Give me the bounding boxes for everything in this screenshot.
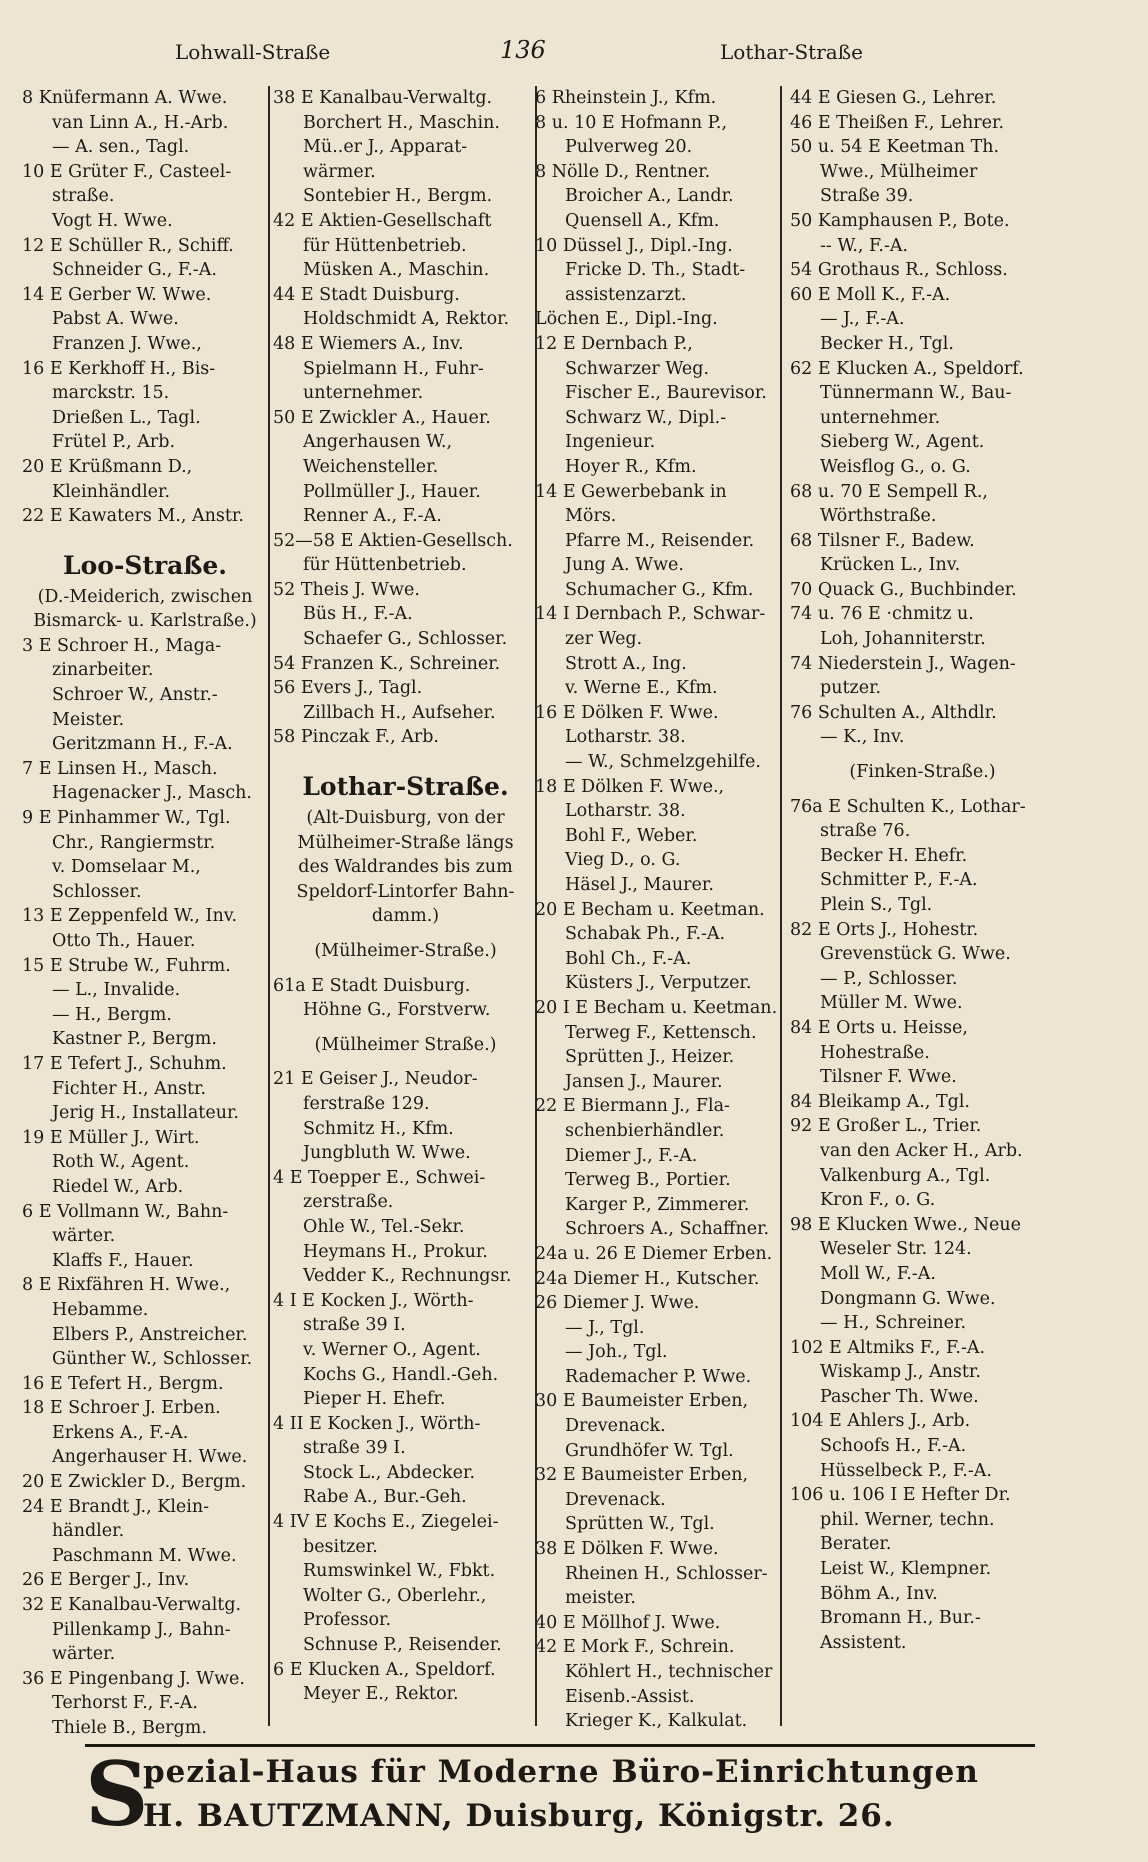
directory-entry: (Finken-Straße.): [849, 762, 996, 783]
directory-entry: Krieger K., Kalkulat.: [565, 1711, 748, 1732]
directory-entry: 8 E Rixfähren H. Wwe.,: [22, 1275, 231, 1296]
directory-entry: 54 Franzen K., Schreiner.: [273, 653, 501, 674]
directory-entry: zinarbeiter.: [52, 660, 154, 681]
directory-entry: 26 Diemer J. Wwe.: [535, 1293, 700, 1314]
directory-entry: Pfarre M., Reisender.: [565, 530, 755, 551]
directory-entry: 15 E Strube W., Fuhrm.: [22, 955, 231, 976]
directory-entry: Kleinhändler.: [52, 481, 171, 502]
directory-entry: 102 E Altmiks F., F.-A.: [790, 1337, 986, 1358]
directory-entry: Zillbach H., Aufseher.: [303, 702, 496, 723]
directory-entry: Vogt H. Wwe.: [52, 210, 173, 231]
directory-entry: Wörthstraße.: [820, 506, 937, 527]
directory-entry: Lotharstr. 38.: [565, 727, 686, 748]
directory-entry: 12 E Dernbach P.,: [535, 333, 693, 354]
directory-entry: Meyer E., Rektor.: [303, 1684, 459, 1705]
directory-entry: Becker H. Ehefr.: [820, 845, 968, 866]
directory-entry: meister.: [565, 1588, 636, 1609]
directory-entry: putzer.: [820, 678, 882, 699]
directory-entry: Geritzmann H., F.-A.: [52, 734, 233, 755]
directory-entry: (Mülheimer-Straße.): [314, 941, 497, 961]
directory-entry: Jerig H., Installateur.: [52, 1103, 239, 1124]
directory-entry: — P., Schlosser.: [820, 968, 958, 989]
directory-entry: 106 u. 106 I E Hefter Dr.: [790, 1485, 1011, 1506]
directory-entry: 16 E Dölken F. Wwe.: [535, 702, 719, 723]
directory-entry: Ohle W., Tel.-Sekr.: [303, 1216, 465, 1237]
directory-entry: Jungbluth W. Wwe.: [303, 1143, 471, 1164]
directory-entry: Häsel J., Maurer.: [565, 875, 714, 895]
directory-entry: assistenzarzt.: [565, 284, 687, 305]
directory-entry: Sprütten W., Tgl.: [565, 1514, 715, 1535]
directory-entry: Schneider G., F.-A.: [52, 260, 217, 281]
directory-entry: Bromann H., Bur.-: [820, 1608, 981, 1629]
directory-entry: Lotharstr. 38.: [565, 801, 686, 822]
directory-entry: Plein S., Tgl.: [820, 895, 933, 915]
directory-entry: Assistent.: [820, 1632, 907, 1653]
directory-entry: Fricke D. Th., Stadt-: [565, 260, 746, 281]
directory-entry: Mülheimer-Straße längs: [297, 832, 514, 853]
directory-entry: Heymans H., Prokur.: [303, 1241, 488, 1262]
directory-entry: straße.: [52, 186, 115, 207]
directory-entry: v. Werne E., Kfm.: [565, 678, 718, 699]
directory-entry: — W., Schmelzgehilfe.: [565, 752, 761, 773]
directory-entry: 18 E Schroer J. Erben.: [22, 1398, 221, 1419]
page-number: 136: [500, 36, 546, 64]
directory-entry: Böhm A., Inv.: [820, 1583, 938, 1604]
directory-entry: 4 I E Kocken J., Wörth-: [273, 1290, 474, 1311]
directory-entry: Diemer J., F.-A.: [565, 1145, 698, 1166]
directory-entry: Kron F., o. G.: [820, 1190, 936, 1211]
directory-entry: Drevenack.: [565, 1489, 666, 1510]
directory-entry: zer Weg.: [565, 629, 643, 650]
directory-entry: 24 E Brandt J., Klein-: [22, 1496, 210, 1517]
directory-entry: Pillenkamp J., Bahn-: [52, 1619, 231, 1640]
directory-entry: Borchert H., Maschin.: [303, 112, 500, 133]
directory-entry: Sontebier H., Bergm.: [303, 186, 493, 207]
directory-entry: v. Domselaar M.,: [52, 857, 201, 878]
directory-entry: (D.-Meiderich, zwischen: [37, 586, 253, 607]
directory-entry: Wiskamp J., Anstr.: [820, 1362, 981, 1383]
directory-entry: Schwarzer Weg.: [565, 358, 710, 379]
directory-entry: 20 E Becham u. Keetman.: [535, 899, 765, 920]
advertisement: [85, 1744, 1035, 1844]
directory-entry: 10 E Grüter F., Casteel-: [22, 161, 232, 182]
directory-entry: 32 E Baumeister Erben,: [535, 1465, 749, 1486]
directory-entry: phil. Werner, techn.: [820, 1509, 995, 1530]
directory-entry: Grundhöfer W. Tgl.: [565, 1440, 734, 1461]
directory-entry: Sieberg W., Agent.: [820, 432, 985, 453]
directory-entry: 18 E Dölken F. Wwe.,: [535, 776, 725, 797]
directory-entry: 50 Kamphausen P., Bote.: [790, 210, 1010, 231]
directory-entry: 8 u. 10 E Hofmann P.,: [535, 112, 728, 133]
column-divider: [268, 86, 270, 1726]
directory-entry: Becker H., Tgl.: [820, 333, 954, 354]
directory-entry: 50 E Zwickler A., Hauer.: [273, 407, 491, 428]
directory-entry: des Waldrandes bis zum: [298, 857, 513, 878]
directory-entry: Riedel W., Arb.: [52, 1176, 184, 1197]
directory-entry: Stock L., Abdecker.: [303, 1462, 476, 1483]
directory-entry: Rheinen H., Schlosser-: [565, 1563, 768, 1584]
running-header-left: Lohwall-Straße: [175, 40, 331, 64]
directory-entry: damm.): [371, 906, 440, 927]
directory-entry: Terweg B., Portier.: [565, 1170, 731, 1191]
directory-entry: Strott A., Ing.: [565, 653, 687, 674]
directory-entry: 30 E Baumeister Erben,: [535, 1391, 749, 1412]
spacer: [273, 929, 538, 939]
directory-entry: 16 E Kerkhoff H., Bis-: [22, 358, 216, 379]
directory-entry: Hüsselbeck P., F.-A.: [820, 1460, 992, 1481]
directory-entry: 54 Grothaus R., Schloss.: [790, 260, 1008, 281]
directory-entry: 22 E Biermann J., Fla-: [535, 1096, 730, 1117]
directory-entry: 24a Diemer H., Kutscher.: [535, 1268, 760, 1289]
directory-entry: 52—58 E Aktien-Gesellsch.: [273, 530, 513, 551]
directory-entry: Grevenstück G. Wwe.: [820, 944, 1011, 965]
directory-entry: — L., Invalide.: [52, 980, 181, 1001]
directory-entry: 6 Rheinstein J., Kfm.: [535, 88, 717, 108]
directory-entry: Schroers A., Schaffner.: [565, 1219, 770, 1240]
directory-entry: Weisflog G., o. G.: [820, 456, 971, 477]
directory-entry: Sprütten J., Heizer.: [565, 1047, 735, 1068]
directory-entry: Vedder K., Rechnungsr.: [303, 1266, 512, 1287]
directory-entry: 76a E Schulten K., Lothar-: [790, 796, 1026, 817]
directory-entry: Moll W., F.-A.: [820, 1263, 936, 1284]
directory-entry: 104 E Ahlers J., Arb.: [790, 1411, 971, 1432]
directory-entry: 6 E Vollmann W., Bahn-: [22, 1201, 229, 1222]
directory-entry: Jung A. Wwe.: [565, 555, 684, 576]
directory-entry: Thiele B., Bergm.: [52, 1718, 207, 1738]
directory-entry: Mörs.: [565, 506, 617, 527]
directory-entry: Drießen L., Tagl.: [52, 407, 201, 428]
directory-entry: Tilsner F. Wwe.: [820, 1067, 957, 1088]
directory-entry: Pascher Th. Wwe.: [820, 1386, 979, 1407]
directory-entry: Quensell A., Kfm.: [565, 210, 720, 231]
directory-entry: — H., Bergm.: [52, 1004, 172, 1025]
directory-entry: 42 E Mork F., Schrein.: [535, 1637, 735, 1658]
directory-entry: 74 u. 76 E ·chmitz u.: [790, 604, 974, 625]
directory-entry: Hohestraße.: [820, 1042, 930, 1063]
directory-entry: Erkens A., F.-A.: [52, 1422, 189, 1443]
directory-entry: straße 39 I.: [303, 1438, 406, 1459]
directory-entry: 82 E Orts J., Hohestr.: [790, 919, 979, 940]
directory-entry: 50 u. 54 E Keetman Th.: [790, 137, 1000, 158]
directory-entry: Schlosser.: [52, 881, 142, 902]
spacer: [273, 1023, 538, 1033]
directory-entry: 14 E Gewerbebank in: [535, 481, 727, 502]
directory-entry: 4 E Toepper E., Schwei-: [273, 1167, 486, 1188]
spacer: [790, 750, 1055, 760]
directory-entry: 7 E Linsen H., Masch.: [22, 758, 218, 779]
directory-entry: Pabst A. Wwe.: [52, 309, 179, 330]
directory-entry: Küsters J., Verputzer.: [565, 973, 752, 994]
directory-entry: ferstraße 129.: [303, 1093, 430, 1114]
directory-entry: 21 E Geiser J., Neudor-: [273, 1069, 478, 1090]
directory-entry: 92 E Großer L., Trier.: [790, 1116, 982, 1137]
directory-entry: Ingenieur.: [565, 432, 656, 453]
directory-entry: 62 E Klucken A., Speldorf.: [790, 358, 1024, 379]
directory-entry: Roth W., Agent.: [52, 1152, 190, 1173]
directory-entry: Tünnermann W., Bau-: [820, 383, 1012, 404]
directory-entry: 44 E Stadt Duisburg.: [273, 284, 460, 305]
spacer: [273, 1057, 538, 1067]
directory-entry: 36 E Pingenbang J. Wwe.: [22, 1668, 245, 1689]
directory-entry: marckstr. 15.: [52, 383, 170, 404]
directory-entry: Terhorst F., F.-A.: [52, 1693, 198, 1714]
directory-entry: Schabak Ph., F.-A.: [565, 924, 726, 945]
directory-entry: — Joh., Tgl.: [565, 1342, 668, 1363]
directory-entry: Pieper H. Ehefr.: [303, 1389, 446, 1410]
directory-entry: wärmer.: [303, 161, 376, 182]
directory-entry: Spielmann H., Fuhr-: [303, 358, 484, 379]
directory-entry: Hagenacker J., Masch.: [52, 783, 252, 804]
directory-entry: Vieg D., o. G.: [565, 850, 681, 871]
directory-entry: Schmitter P., F.-A.: [820, 870, 978, 891]
directory-entry: 70 Quack G., Buchbinder.: [790, 579, 1017, 600]
directory-entry: 76 Schulten A., Althdlr.: [790, 702, 997, 723]
directory-entry: zerstraße.: [303, 1192, 394, 1213]
directory-entry: Löchen E., Dipl.-Ing.: [535, 309, 718, 330]
directory-entry: 58 Pinczak F., Arb.: [273, 727, 439, 748]
directory-entry: (Alt-Duisburg, von der: [306, 808, 505, 829]
directory-entry: 32 E Kanalbau-Verwaltg.: [22, 1595, 242, 1616]
directory-entry: Köhlert H., technischer: [565, 1662, 773, 1682]
directory-entry: Holdschmidt A, Rektor.: [303, 309, 510, 330]
directory-entry: 74 Niederstein J., Wagen-: [790, 653, 1016, 674]
directory-entry: 17 E Tefert J., Schuhm.: [22, 1053, 227, 1074]
directory-entry: Leist W., Klempner.: [820, 1559, 992, 1580]
advert-initial: S: [85, 1742, 149, 1846]
column-3: [535, 86, 780, 1732]
advert-line-1: pezial-Haus für Moderne Büro-Einrichtungen: [143, 1754, 979, 1790]
directory-entry: Meister.: [52, 709, 125, 730]
directory-entry: v. Werner O., Agent.: [303, 1339, 481, 1360]
directory-entry: Terweg F., Kettensch.: [565, 1022, 757, 1043]
directory-entry: Pollmüller J., Hauer.: [303, 481, 481, 502]
directory-entry: 38 E Kanalbau-Verwaltg.: [273, 88, 493, 108]
directory-entry: Hebamme.: [52, 1299, 149, 1320]
directory-entry: 4 IV E Kochs E., Ziegelei-: [273, 1512, 499, 1533]
directory-entry: für Hüttenbetrieb.: [303, 555, 467, 576]
directory-entry: Angerhausen W.,: [303, 432, 453, 453]
directory-entry: Speldorf-Lintorfer Bahn-: [296, 881, 515, 902]
directory-entry: für Hüttenbetrieb.: [303, 235, 467, 256]
directory-entry: Schroer W., Anstr.-: [52, 685, 218, 706]
directory-entry: Chr., Rangiermstr.: [52, 832, 216, 853]
directory-entry: Rumswinkel W., Fbkt.: [303, 1561, 496, 1582]
column-divider: [780, 86, 782, 1726]
directory-entry: Eisenb.-Assist.: [565, 1686, 695, 1707]
directory-entry: van Linn A., H.-Arb.: [52, 112, 229, 133]
directory-entry: Weseler Str. 124.: [820, 1239, 972, 1260]
directory-entry: straße 39 I.: [303, 1315, 406, 1336]
directory-entry: Bohl Ch., F.-A.: [565, 948, 692, 969]
directory-entry: schenbierhändler.: [565, 1120, 725, 1141]
directory-entry: Büs H., F.-A.: [303, 604, 413, 625]
directory-entry: Weichensteller.: [303, 456, 439, 477]
directory-entry: straße 76.: [820, 821, 911, 842]
directory-entry: Jansen J., Maurer.: [565, 1071, 723, 1092]
directory-entry: Otto Th., Hauer.: [52, 931, 196, 951]
directory-entry: Schumacher G., Kfm.: [565, 579, 754, 600]
directory-entry: Schwarz W., Dipl.-: [565, 407, 727, 428]
directory-entry: — H., Schreiner.: [820, 1313, 967, 1334]
directory-entry: 8 Knüfermann A. Wwe.: [22, 88, 228, 108]
directory-entry: (Mülheimer Straße.): [314, 1034, 497, 1055]
directory-entry: 68 u. 70 E Sempell R.,: [790, 481, 988, 502]
directory-entry: Professor.: [303, 1610, 392, 1631]
directory-entry: Pulverweg 20.: [565, 137, 693, 158]
directory-entry: 20 E Zwickler D., Bergm.: [22, 1472, 247, 1493]
directory-entry: unternehmer.: [303, 383, 424, 404]
directory-entry: — J., Tgl.: [565, 1317, 645, 1338]
directory-entry: Fischer E., Baurevisor.: [565, 383, 767, 404]
directory-entry: 26 E Berger J., Inv.: [22, 1570, 190, 1591]
directory-entry: Schmitz H., Kfm.: [303, 1118, 454, 1139]
directory-entry: Höhne G., Forstverw.: [303, 1000, 491, 1021]
directory-entry: — J., F.-A.: [820, 309, 905, 330]
directory-entry: Wolter G., Oberlehr.,: [303, 1585, 487, 1606]
directory-entry: 13 E Zeppenfeld W., Inv.: [22, 906, 238, 927]
directory-entry: Wwe., Mülheimer: [820, 161, 978, 182]
directory-entry: Schoofs H., F.-A.: [820, 1436, 967, 1457]
directory-entry: besitzer.: [303, 1536, 378, 1557]
directory-entry: Elbers P., Anstreicher.: [52, 1324, 248, 1345]
directory-entry: unternehmer.: [820, 407, 941, 428]
directory-entry: Broicher A., Landr.: [565, 186, 734, 207]
directory-entry: Krücken L., Inv.: [820, 555, 961, 576]
directory-entry: Bismarck- u. Karlstraße.): [33, 611, 257, 632]
directory-entry: — A. sen., Tagl.: [52, 137, 190, 158]
spacer: [273, 964, 538, 974]
directory-entry: Dongmann G. Wwe.: [820, 1288, 996, 1309]
spacer: [22, 529, 268, 539]
directory-entry: Klaffs F., Hauer.: [52, 1250, 194, 1271]
directory-entry: 14 E Gerber W. Wwe.: [22, 284, 212, 305]
directory-entry: wärter.: [52, 1644, 116, 1665]
directory-entry: Berater.: [820, 1534, 892, 1555]
directory-entry: 16 E Tefert H., Bergm.: [22, 1373, 224, 1394]
column-2: [273, 86, 538, 1726]
directory-entry: Paschmann M. Wwe.: [52, 1545, 237, 1566]
directory-entry: 61a E Stadt Duisburg.: [273, 975, 471, 996]
directory-entry: 14 I Dernbach P., Schwar-: [535, 604, 766, 625]
directory-entry: -- W., F.-A.: [820, 235, 909, 256]
directory-entry: Günther W., Schlosser.: [52, 1349, 253, 1370]
directory-entry: 68 Tilsner F., Badew.: [790, 530, 975, 551]
directory-entry: 84 E Orts u. Heisse,: [790, 1017, 968, 1038]
directory-entry: 22 E Kawaters M., Anstr.: [22, 506, 244, 527]
directory-entry: 56 Evers J., Tagl.: [273, 678, 423, 699]
advert-line-2: H. BAUTZMANN, Duisburg, Königstr. 26.: [143, 1798, 895, 1834]
directory-entry: 10 Düssel J., Dipl.-Ing.: [535, 235, 733, 256]
directory-entry: Bohl F., Weber.: [565, 825, 698, 846]
directory-entry: 3 E Schroer H., Maga-: [22, 635, 222, 656]
directory-entry: 6 E Klucken A., Speldorf.: [273, 1659, 496, 1680]
directory-entry: händler.: [52, 1521, 125, 1542]
running-header-right: Lothar-Straße: [720, 40, 863, 64]
directory-entry: Angerhauser H. Wwe.: [52, 1447, 248, 1468]
directory-entry: 12 E Schüller R., Schiff.: [22, 235, 234, 256]
column-4: [790, 86, 1055, 1726]
directory-entry: Kastner P., Bergm.: [52, 1029, 217, 1050]
directory-entry: 42 E Aktien-Gesellschaft: [273, 210, 492, 231]
directory-entry: 38 E Dölken F. Wwe.: [535, 1539, 719, 1560]
directory-entry: 60 E Moll K., F.-A.: [790, 284, 951, 305]
directory-entry: Kochs G., Handl.-Geh.: [303, 1364, 499, 1385]
directory-entry: Rademacher P. Wwe.: [565, 1366, 752, 1387]
directory-entry: Frütel P., Arb.: [52, 432, 176, 453]
street-heading: Lothar-Straße.: [302, 772, 509, 802]
directory-entry: 24a u. 26 E Diemer Erben.: [535, 1243, 773, 1264]
directory-entry: 98 E Klucken Wwe., Neue: [790, 1214, 1022, 1235]
directory-entry: Drevenack.: [565, 1416, 666, 1437]
directory-entry: 9 E Pinhammer W., Tgl.: [22, 808, 231, 829]
directory-entry: Karger P., Zimmerer.: [565, 1194, 750, 1215]
directory-entry: Straße 39.: [820, 186, 914, 207]
directory-entry: 84 Bleikamp A., Tgl.: [790, 1091, 970, 1112]
directory-entry: van den Acker H., Arb.: [820, 1140, 1023, 1161]
directory-entry: Rabe A., Bur.-Geh.: [303, 1487, 467, 1508]
directory-entry: 8 Nölle D., Rentner.: [535, 161, 711, 182]
directory-entry: 40 E Möllhof J. Wwe.: [535, 1612, 721, 1633]
directory-entry: Franzen J. Wwe.,: [52, 333, 202, 354]
column-1: [22, 86, 268, 1738]
directory-entry: Valkenburg A., Tgl.: [820, 1165, 991, 1186]
directory-entry: 44 E Giesen G., Lehrer.: [790, 88, 997, 108]
directory-entry: 20 E Krüßmann D.,: [22, 456, 193, 477]
directory-entry: 19 E Müller J., Wirt.: [22, 1127, 200, 1148]
directory-entry: 48 E Wiemers A., Inv.: [273, 333, 464, 354]
directory-entry: Hoyer R., Kfm.: [565, 456, 697, 477]
directory-entry: Loh, Johanniterstr.: [820, 629, 986, 650]
directory-entry: Fichter H., Anstr.: [52, 1078, 207, 1099]
spacer: [790, 785, 1055, 795]
directory-entry: Müsken A., Maschin.: [303, 260, 490, 281]
directory-entry: 46 E Theißen F., Lehrer.: [790, 112, 1005, 133]
directory-entry: Renner A., F.-A.: [303, 506, 442, 527]
directory-entry: — K., Inv.: [820, 727, 905, 748]
street-heading: Loo-Straße.: [63, 550, 227, 580]
directory-entry: wärter.: [52, 1226, 116, 1247]
directory-entry: Mü..er J., Apparat-: [303, 137, 468, 158]
directory-entry: 4 II E Kocken J., Wörth-: [273, 1413, 481, 1434]
directory-entry: 52 Theis J. Wwe.: [273, 579, 420, 600]
directory-entry: Müller M. Wwe.: [820, 993, 963, 1014]
spacer: [273, 750, 538, 760]
directory-entry: Schaefer G., Schlosser.: [303, 629, 508, 650]
directory-entry: 20 I E Becham u. Keetman.: [535, 997, 778, 1018]
advert-rule: [85, 1744, 1035, 1747]
directory-entry: Schnuse P., Reisender.: [303, 1635, 502, 1656]
